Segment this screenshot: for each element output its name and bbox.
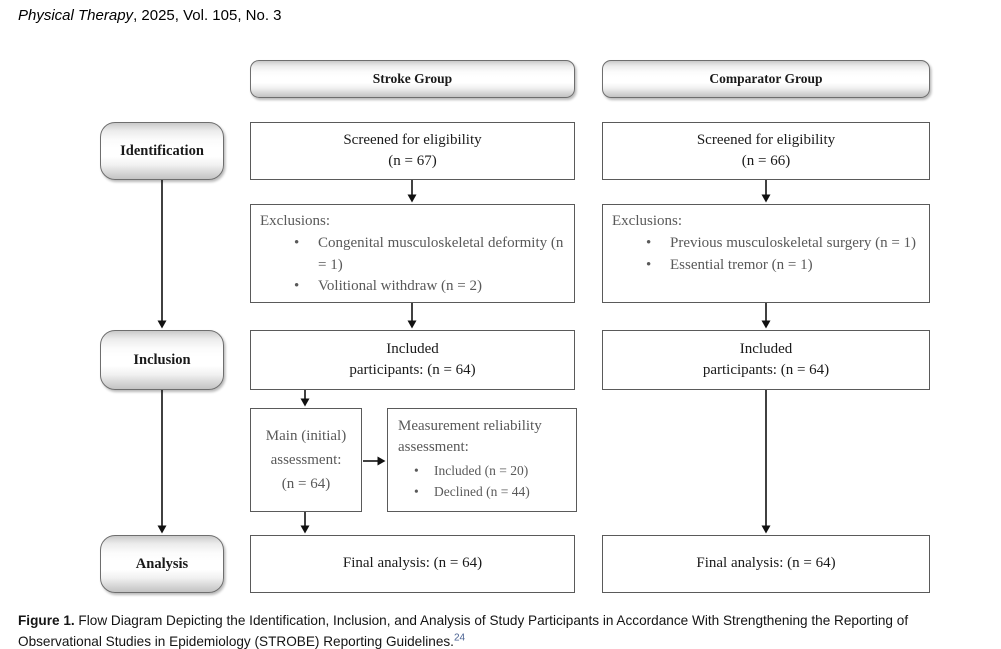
measurement-item-1: Included (n = 20) [434, 463, 529, 478]
bullet-icon: • [414, 483, 419, 499]
figure-caption-label: Figure 1. [18, 613, 75, 628]
stroke-group-header [250, 60, 575, 98]
figure-caption [18, 611, 988, 649]
comparator-included-line1: Included [739, 340, 793, 357]
comparator-final-label: Final analysis: (n = 64) [696, 555, 836, 572]
bullet-icon: • [646, 256, 652, 273]
stroke-final-label: Final analysis: (n = 64) [342, 555, 483, 572]
figure-caption-text: Flow Diagram Depicting the Identification, Inclusion, and Analysis of Study Participants in Accordance With Strengthening the Reporting of Observational Studies in Epidemiology (STROBE) Reporting Guidelines. [18, 613, 909, 649]
main-assessment-count: (n = 64) [281, 476, 331, 492]
main-assessment-line1: Main (initial) [265, 428, 347, 444]
comparator-screened-line1: Screened for eligibility [696, 131, 836, 148]
box-comparator-screened [602, 122, 930, 180]
reference-link[interactable]: 24 [453, 632, 466, 644]
list-item [644, 233, 929, 254]
box-main-assessment [250, 408, 362, 512]
measurement-title: Measurement reliability assessment: [398, 418, 542, 455]
stroke-screened-line1: Screened for eligibility [343, 131, 482, 148]
box-comparator-final [602, 535, 930, 593]
list-item [292, 233, 574, 276]
journal-header [18, 7, 282, 24]
stroke-exclusion-item-2: Volitional withdraw (n = 2) [318, 277, 482, 294]
stroke-group-header-label: Stroke Group [372, 71, 453, 86]
stroke-included-line1: Included [386, 340, 439, 357]
stroke-included-line2: participants: (n = 64) [349, 362, 476, 378]
stage-analysis [100, 535, 224, 593]
list-item [292, 276, 574, 297]
box-stroke-exclusions [250, 204, 575, 303]
measurement-item-2: Declined (n = 44) [434, 483, 530, 499]
stage-identification-label: Identification [120, 142, 204, 159]
box-stroke-final [250, 535, 575, 593]
stage-inclusion-label: Inclusion [133, 351, 191, 368]
box-stroke-included [250, 330, 575, 390]
main-assessment-line2: assessment: [270, 452, 342, 468]
stroke-screened-count: (n = 67) [388, 153, 437, 169]
comparator-included-line2: participants: (n = 64) [702, 362, 830, 378]
stroke-exclusion-item-1: Congenital musculoskeletal deformity (n = 1) [318, 235, 564, 273]
stage-identification [100, 122, 224, 180]
list-item [412, 461, 576, 482]
bullet-icon: • [414, 463, 419, 478]
bullet-icon: • [294, 235, 300, 252]
comparator-group-header [602, 60, 930, 98]
comparator-exclusion-item-2: Essential tremor (n = 1) [670, 256, 813, 273]
comparator-exclusions-title: Exclusions: [612, 213, 682, 229]
box-stroke-screened [250, 122, 575, 180]
stage-analysis-label: Analysis [135, 555, 189, 572]
comparator-screened-count: (n = 66) [741, 153, 791, 169]
journal-issue-info: , 2025, Vol. 105, No. 3 [133, 7, 282, 24]
bullet-icon: • [294, 277, 300, 294]
bullet-icon: • [646, 235, 652, 252]
list-item [644, 255, 929, 276]
comparator-group-header-label: Comparator Group [709, 71, 823, 86]
list-item [412, 482, 576, 503]
stroke-exclusions-title: Exclusions: [260, 213, 330, 229]
journal-title: Physical Therapy [18, 7, 134, 24]
stage-inclusion [100, 330, 224, 390]
box-comparator-included [602, 330, 930, 390]
box-measurement-reliability [387, 408, 577, 512]
comparator-exclusion-item-1: Previous musculoskeletal surgery (n = 1) [670, 235, 917, 252]
box-comparator-exclusions [602, 204, 930, 303]
